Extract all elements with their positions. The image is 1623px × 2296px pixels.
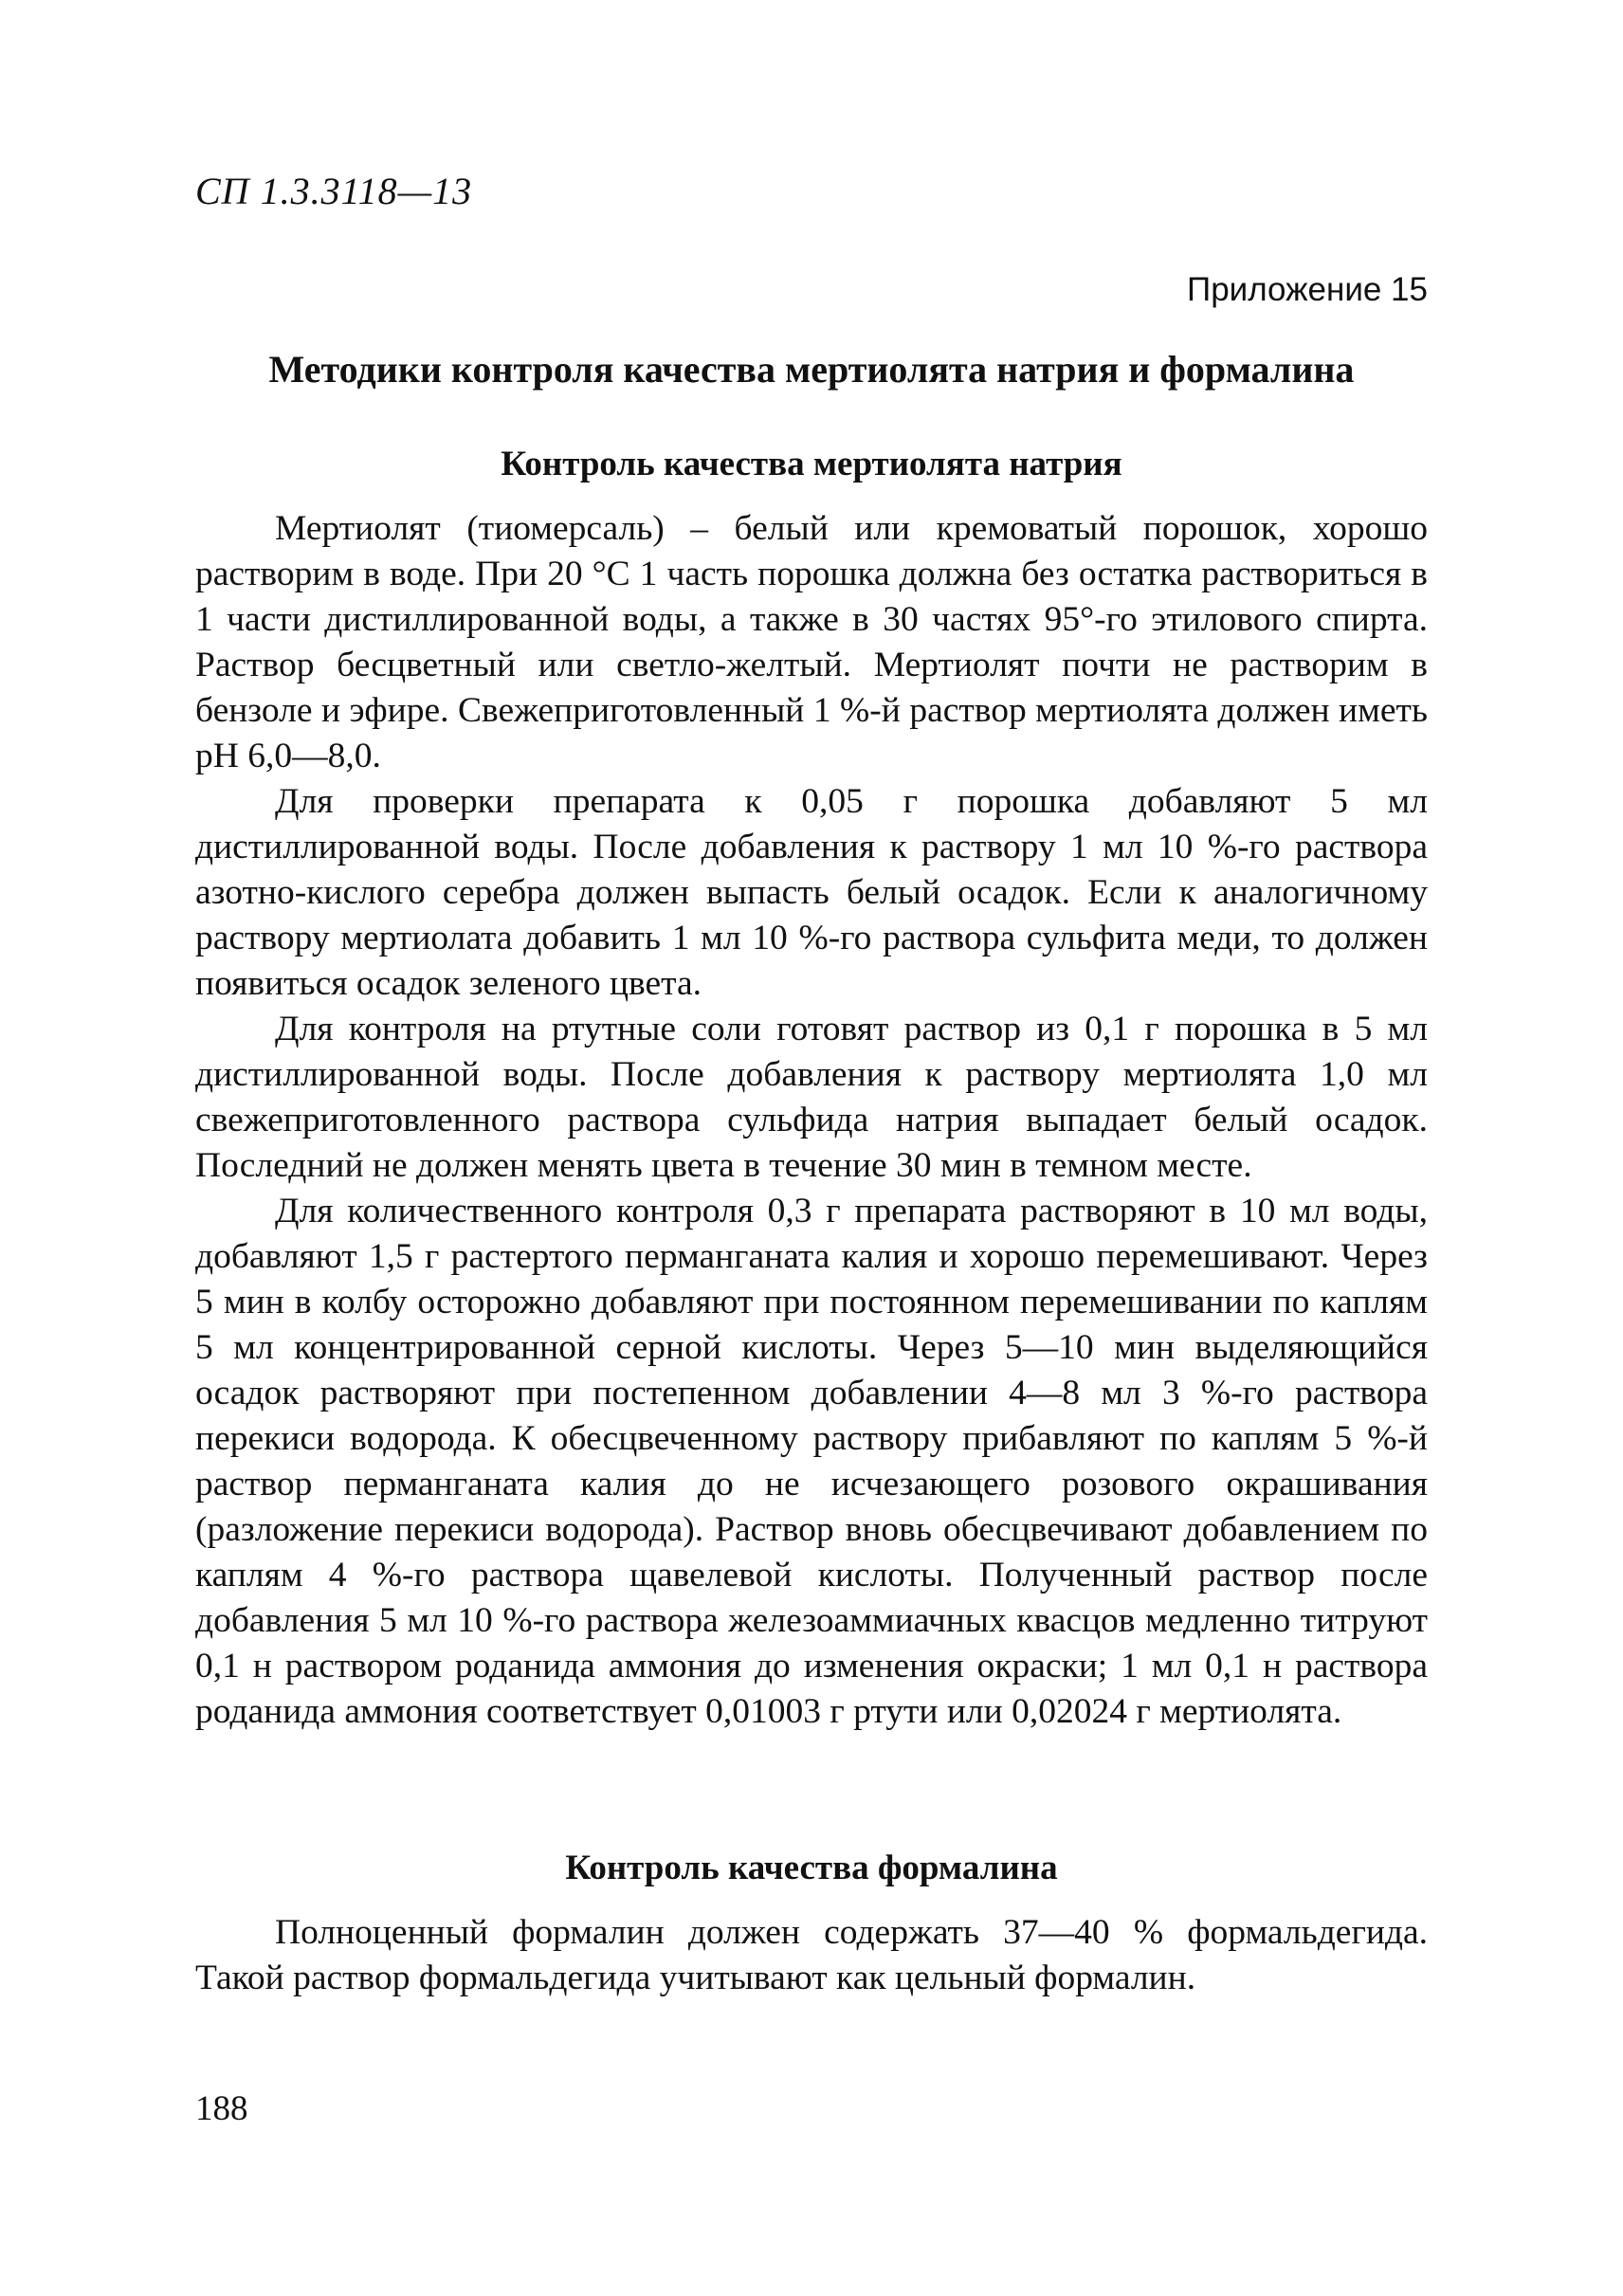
page-number: 188	[195, 2089, 248, 2128]
section-title-mertiolate: Контроль качества мертиолята натрия	[501, 445, 1122, 483]
appendix-label: Приложение 15	[1187, 271, 1428, 308]
section-body-formalin	[195, 1910, 1428, 2001]
paragraph: Для контроля на ртутные соли готовят раствор из 0,1 г порошка в 5 мл дистиллированной воды. После добавления к раствору мертиолята 1,0 мл свежеприготовленного раствора сульфида натрия выпадает белый осадок. Последний не должен менять цвета в течение 30 мин в темном месте.	[195, 1010, 1428, 1185]
paragraph: Для количественного контроля 0,3 г препарата растворяют в 10 мл воды, добавляют 1,5 г растертого перманганата калия и хорошо перемешивают. Через 5 мин в колбу осторожно добавляют при постоянном перемешивании по каплям 5 мл концентрированной серной кислоты. Через 5—10 мин выделяющийся осадок растворяют при постепенном добавлении 4—8 мл 3 %-го раствора перекиси водорода. К обесцвеченному раствору прибавляют по каплям 5 %-й раствор перманганата калия до не исчезающего розового окрашивания (разложение перекиси водорода). Раствор вновь обесцвечивают добавлением по каплям 4 %-го раствора щавелевой кислоты. Полученный раствор после добавления 5 мл 10 %-го раствора железоаммиачных квасцов медленно титруют 0,1 н раствором роданида аммония до изменения окраски; 1 мл 0,1 н раствора роданида аммония соответствует 0,01003 г ртути или 0,02024 г мертиолята.	[195, 1192, 1428, 1731]
section-title-formalin: Контроль качества формалина	[565, 1849, 1058, 1887]
paragraph: Мертиолят (тиомерсаль) – белый или кремоватый порошок, хорошо растворим в воде. При 20 °С 1 часть порошка должна без остатка раствориться в 1 части дистиллированной воды, а также в 30 частях 95°-го этилового спирта. Раствор бесцветный или светло-желтый. Мертиолят почти не растворим в бензоле и эфире. Свежеприготовленный 1 %-й раствор мертиолята должен иметь рН 6,0—8,0.	[195, 509, 1428, 775]
paragraph: Полноценный формалин должен содержать 37—40 % формальдегида. Такой раствор формальдегида учитывают как цельный формалин.	[195, 1913, 1428, 1997]
document-title: Методики контроля качества мертиолята натрия и формалина	[268, 348, 1355, 391]
section-body-mertiolate	[195, 506, 1428, 1735]
paragraph: Для проверки препарата к 0,05 г порошка добавляют 5 мл дистиллированной воды. После добавления к раствору 1 мл 10 %-го раствора азотно-кислого серебра должен выпасть белый осадок. Если к аналогичному раствору мертиолата добавить 1 мл 10 %-го раствора сульфита меди, то должен появиться осадок зеленого цвета.	[195, 782, 1428, 1003]
running-head: СП 1.3.3118—13	[195, 170, 473, 212]
